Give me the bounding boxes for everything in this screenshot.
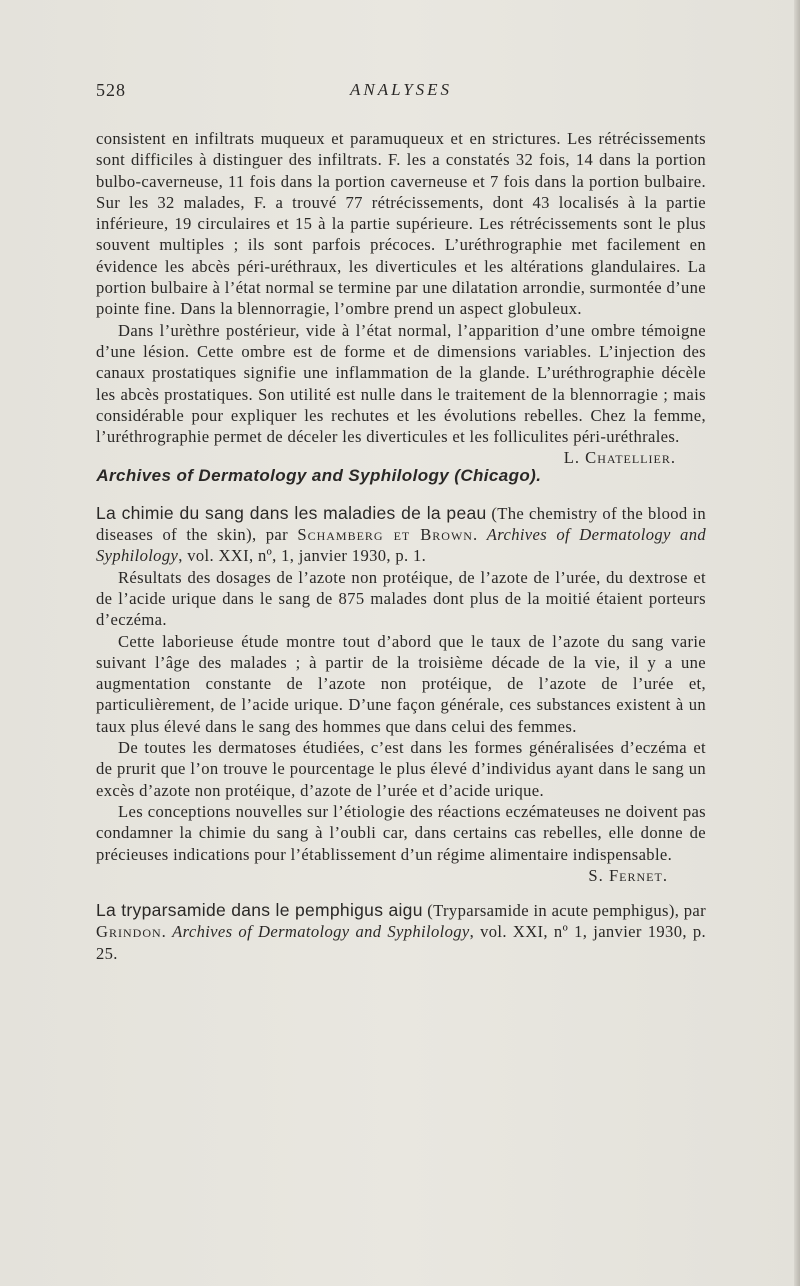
paragraph-with-signature bbox=[96, 320, 706, 468]
reference-text: , vol. XXI, nº 1, janvier 1930, p. 25. bbox=[96, 922, 707, 963]
spacer bbox=[96, 886, 706, 900]
reference-text: (Tryparsamide in acute pemphigus), par bbox=[422, 901, 706, 921]
reference-text: . bbox=[472, 525, 487, 545]
article-reference bbox=[96, 900, 706, 964]
running-head bbox=[96, 80, 706, 102]
article-title: La tryparsamide dans le pemphigus aigu bbox=[96, 900, 423, 921]
article-title: La chimie du sang dans les maladies de la peau bbox=[96, 502, 487, 523]
reference-text: . bbox=[161, 922, 173, 942]
signature: L. Chatellier. bbox=[563, 448, 676, 468]
authors: Schamberg et Brown bbox=[297, 525, 473, 545]
article-reference bbox=[96, 503, 706, 567]
paragraph-text: Dans l’urèthre postérieur, vide à l’état normal, l’apparition d’une ombre témoigne d’une lésion. Cette ombre est de forme et de dimensions variables. L’injection des canaux prostatiques signifie une inflammation de la glande. L’uréthrographie décèle les abcès prostatiques. Son utilité est nulle dans le traitement de la blennorragie ; mais considérable pour expliquer les rechutes et les évolutions rebelles. Chez la femme, l’uréthrographie permet de déceler les diverticules et les folliculites péri-uréthrales. bbox=[96, 320, 706, 447]
paragraph: Cette laborieuse étude montre tout d’abord que le taux de l’azote du sang varie suivant l’âge des malades ; à partir de la troisième décade de la vie, il y a une augmentation constante de l’azote non protéique, de l’azote de l’urée et, particulièrement, de l’acide urique. D’une façon générale, ces substances existent à un taux plus élevé dans le sang des hommes que dans celui des femmes. bbox=[96, 631, 706, 736]
page-edge bbox=[794, 0, 800, 1286]
paragraph: De toutes les dermatoses étudiées, c’est dans les formes généralisées d’eczéma et de prurit que l’on trouve le pourcentage le plus élevé d’individus ayant dans le sang un excès d’azote non protéique, d’azote de l’urée et d’acide urique. bbox=[96, 738, 706, 800]
reference-text: , vol. XXI, nº, 1, janvier 1930, p. 1. bbox=[178, 546, 427, 566]
journal-heading: Archives of Dermatology and Syphilology (Chicago). bbox=[96, 466, 542, 486]
paragraph: Résultats des dosages de l’azote non protéique, de l’azote de l’urée, du dextrose et de l’acide urique dans le sang de 875 malades dont plus de la moitié étaient porteurs d’eczéma. bbox=[96, 567, 706, 630]
authors: Grindon bbox=[96, 922, 162, 942]
page-number: 528 bbox=[96, 80, 126, 100]
journal-name: Archives of Dermatology and Syphilology bbox=[96, 525, 706, 566]
running-title: ANALYSES bbox=[349, 80, 453, 99]
paragraph: Les conceptions nouvelles sur l’étiologie des réactions eczémateuses ne doivent pas condamner la chimie du sang à l’oubli car, dans certains cas rebelles, elle donne de précieuses indications pour l’établissement d’un régime alimentaire indispensable. bbox=[96, 801, 706, 864]
signature: S. Fernet. bbox=[588, 865, 668, 885]
page-body bbox=[96, 128, 706, 964]
journal-name: Archives of Dermatology and Syphilology bbox=[172, 922, 470, 942]
paragraph: consistent en infiltrats muqueux et paramuqueux et en strictures. Les rétrécissements sont difficiles à distinguer des infiltrats. F. les a constatés 32 fois, 14 dans la portion bulbo-caverneuse, 11 fois dans la portion caverneuse et 7 fois dans la portion bulbaire. Sur les 32 malades, F. a trouvé 77 rétrécissements, dont 43 localisés à la partie inférieure, 19 circulaires et 15 à la partie supérieure. Les rétrécissements sont le plus souvent multiples ; ils sont parfois précoces. L’uréthrographie met facilement en évidence les abcès péri-uréthraux, les diverticules et les altérations glandulaires. La portion bulbaire à l’état normal se termine par une dilatation arrondie, surmontée d’une pointe fine. Dans la blennorragie, l’ombre prend un aspect globuleux. bbox=[96, 129, 706, 319]
reference-text: (The chemistry of the blood in diseases of the skin), par bbox=[96, 503, 706, 545]
